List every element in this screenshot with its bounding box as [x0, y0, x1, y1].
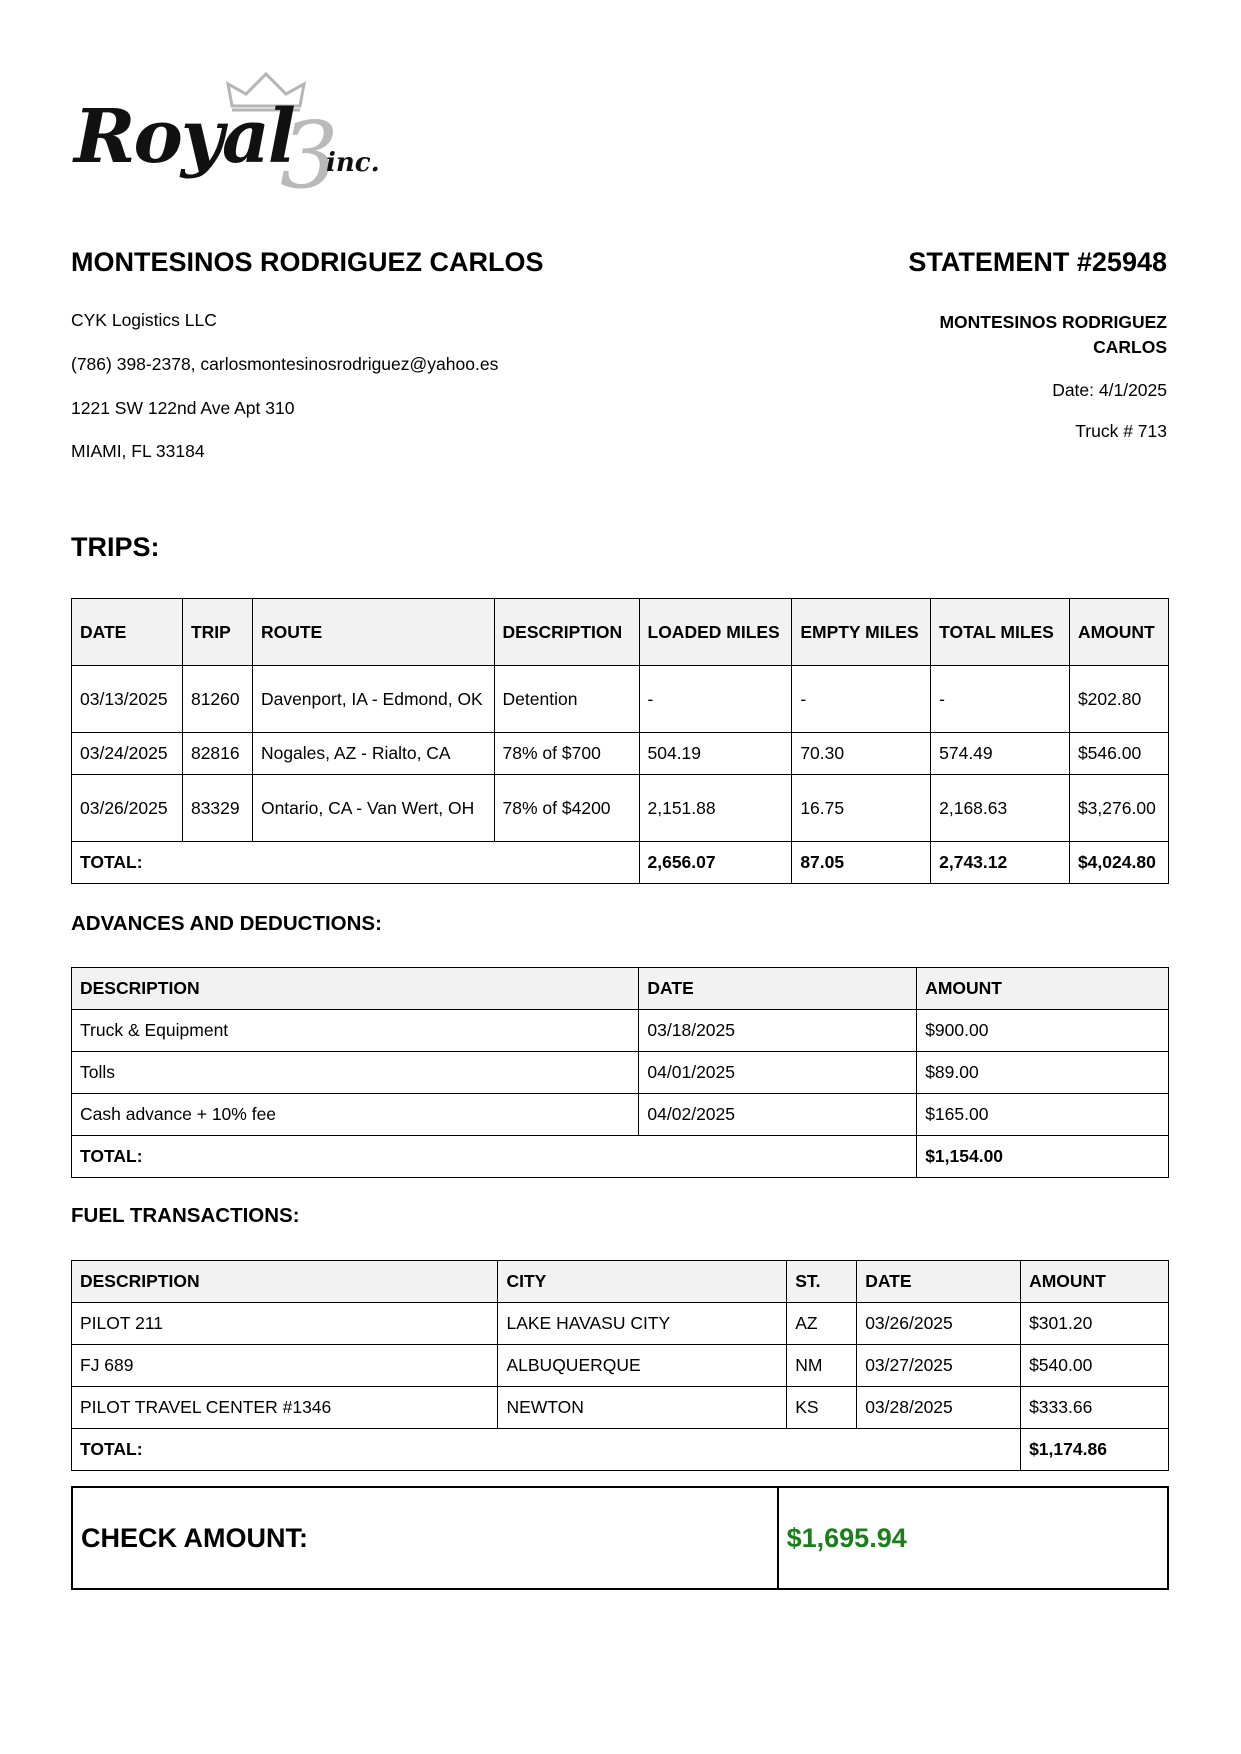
cell: $165.00 — [917, 1094, 1169, 1136]
total-amount: $1,174.86 — [1021, 1429, 1169, 1471]
table-row — [72, 1052, 1169, 1094]
cell: - — [931, 666, 1070, 733]
cell: 03/18/2025 — [639, 1010, 917, 1052]
cell: $301.20 — [1021, 1303, 1169, 1345]
cell: 81260 — [182, 666, 252, 733]
table-row — [72, 1094, 1169, 1136]
trips-header-row — [72, 599, 1169, 666]
cell: Truck & Equipment — [72, 1010, 639, 1052]
address-line-1: 1221 SW 122nd Ave Apt 310 — [71, 398, 295, 418]
total-label: TOTAL: — [72, 842, 640, 884]
cell: KS — [787, 1387, 857, 1429]
cell: PILOT TRAVEL CENTER #1346 — [72, 1387, 498, 1429]
cell: $900.00 — [917, 1010, 1169, 1052]
cell: AZ — [787, 1303, 857, 1345]
cell: Tolls — [72, 1052, 639, 1094]
cell: NEWTON — [498, 1387, 787, 1429]
col-date: DATE — [857, 1261, 1021, 1303]
statement-number: STATEMENT #25948 — [908, 247, 1167, 277]
address-line-2: MIAMI, FL 33184 — [71, 441, 205, 461]
fuel-table — [71, 1260, 1169, 1471]
cell: LAKE HAVASU CITY — [498, 1303, 787, 1345]
cell: 2,168.63 — [931, 775, 1070, 842]
check-amount-box — [71, 1486, 1169, 1590]
check-row — [72, 1487, 1168, 1589]
statement-date: Date: 4/1/2025 — [1052, 380, 1167, 400]
cell: 2,151.88 — [639, 775, 792, 842]
fuel-title: FUEL TRANSACTIONS: — [71, 1204, 300, 1227]
col-trip: TRIP — [182, 599, 252, 666]
cell: 78% of $700 — [494, 733, 639, 775]
col-total-miles: TOTAL MILES — [931, 599, 1070, 666]
deductions-total-row — [72, 1136, 1169, 1178]
statement-driver-name-2: CARLOS — [1093, 337, 1167, 357]
cell: 04/01/2025 — [639, 1052, 917, 1094]
total-label: TOTAL: — [72, 1136, 917, 1178]
col-route: ROUTE — [252, 599, 494, 666]
total-miles: 2,743.12 — [931, 842, 1070, 884]
cell: $3,276.00 — [1069, 775, 1168, 842]
total-empty-miles: 87.05 — [792, 842, 931, 884]
company-name: CYK Logistics LLC — [71, 310, 217, 330]
cell: 78% of $4200 — [494, 775, 639, 842]
col-amount: AMOUNT — [1021, 1261, 1169, 1303]
cell: $546.00 — [1069, 733, 1168, 775]
cell: 03/26/2025 — [857, 1303, 1021, 1345]
trips-table — [71, 598, 1169, 884]
cell: ALBUQUERQUE — [498, 1345, 787, 1387]
col-loaded-miles: LOADED MILES — [639, 599, 792, 666]
col-amount: AMOUNT — [1069, 599, 1168, 666]
cell: FJ 689 — [72, 1345, 498, 1387]
cell: PILOT 211 — [72, 1303, 498, 1345]
cell: - — [639, 666, 792, 733]
cell: 504.19 — [639, 733, 792, 775]
cell: $540.00 — [1021, 1345, 1169, 1387]
col-date: DATE — [639, 968, 917, 1010]
cell: NM — [787, 1345, 857, 1387]
cell: 16.75 — [792, 775, 931, 842]
logo-suffix: inc. — [326, 148, 380, 178]
col-empty-miles: EMPTY MILES — [792, 599, 931, 666]
total-amount: $4,024.80 — [1069, 842, 1168, 884]
cell: Detention — [494, 666, 639, 733]
cell: 03/26/2025 — [72, 775, 183, 842]
cell: 83329 — [182, 775, 252, 842]
total-label: TOTAL: — [72, 1429, 1021, 1471]
cell: 03/24/2025 — [72, 733, 183, 775]
deductions-table — [71, 967, 1169, 1178]
total-loaded-miles: 2,656.07 — [639, 842, 792, 884]
cell: 03/28/2025 — [857, 1387, 1021, 1429]
fuel-total-row — [72, 1429, 1169, 1471]
table-row — [72, 775, 1169, 842]
check-amount-label: CHECK AMOUNT: — [72, 1487, 778, 1589]
col-description: DESCRIPTION — [494, 599, 639, 666]
col-city: CITY — [498, 1261, 787, 1303]
logo-number: 3 — [280, 102, 339, 209]
cell: Davenport, IA - Edmond, OK — [252, 666, 494, 733]
table-row — [72, 1303, 1169, 1345]
trips-title: TRIPS: — [71, 532, 160, 562]
cell: 03/27/2025 — [857, 1345, 1021, 1387]
statement-driver-name-1: MONTESINOS RODRIGUEZ — [939, 312, 1167, 332]
cell: $202.80 — [1069, 666, 1168, 733]
driver-name-heading: MONTESINOS RODRIGUEZ CARLOS — [71, 247, 544, 277]
trips-total-row — [72, 842, 1169, 884]
col-amount: AMOUNT — [917, 968, 1169, 1010]
table-row — [72, 666, 1169, 733]
cell: $89.00 — [917, 1052, 1169, 1094]
col-state: ST. — [787, 1261, 857, 1303]
deductions-header-row — [72, 968, 1169, 1010]
fuel-header-row — [72, 1261, 1169, 1303]
total-amount: $1,154.00 — [917, 1136, 1169, 1178]
col-description: DESCRIPTION — [72, 968, 639, 1010]
statement-meta — [867, 310, 1167, 442]
col-date: DATE — [72, 599, 183, 666]
cell: 70.30 — [792, 733, 931, 775]
cell: 574.49 — [931, 733, 1070, 775]
cell: $333.66 — [1021, 1387, 1169, 1429]
check-amount-value: $1,695.94 — [778, 1487, 1168, 1589]
table-row — [72, 1345, 1169, 1387]
truck-number: Truck # 713 — [1075, 421, 1167, 441]
cell: Ontario, CA - Van Wert, OH — [252, 775, 494, 842]
cell: - — [792, 666, 931, 733]
cell: Nogales, AZ - Rialto, CA — [252, 733, 494, 775]
table-row — [72, 733, 1169, 775]
company-logo — [74, 72, 394, 209]
table-row — [72, 1010, 1169, 1052]
cell: Cash advance + 10% fee — [72, 1094, 639, 1136]
table-row — [72, 1387, 1169, 1429]
cell: 03/13/2025 — [72, 666, 183, 733]
logo-wordmark: Royal — [74, 94, 294, 180]
cell: 04/02/2025 — [639, 1094, 917, 1136]
col-description: DESCRIPTION — [72, 1261, 498, 1303]
deductions-title: ADVANCES AND DEDUCTIONS: — [71, 912, 382, 935]
cell: 82816 — [182, 733, 252, 775]
contact-line: (786) 398-2378, carlosmontesinosrodriguez@yahoo.es — [71, 354, 499, 374]
